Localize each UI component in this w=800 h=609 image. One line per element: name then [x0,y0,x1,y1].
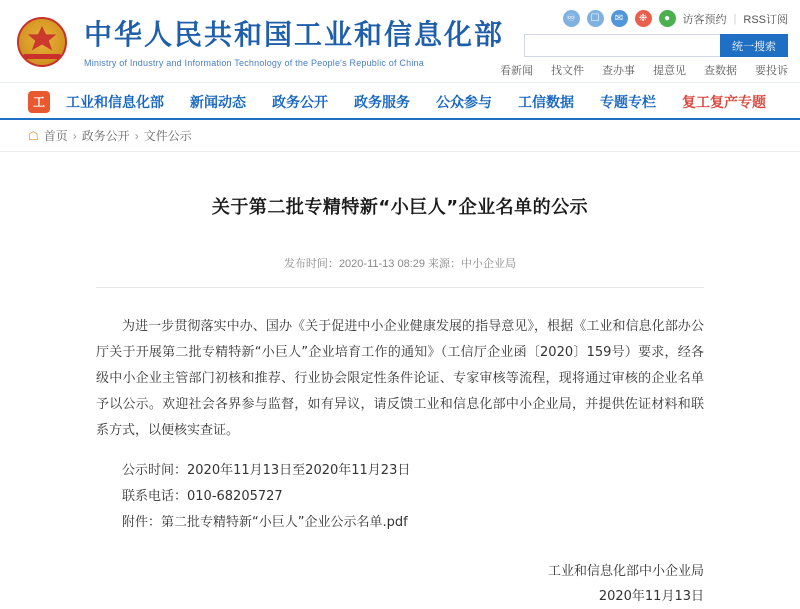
quick-links [500,62,788,78]
article-title: 关于第二批专精特新“小巨人”企业名单的公示 [211,197,589,218]
site-title-en: Ministry of Industry and Information Technology of the People's Republic of China [84,57,424,68]
nav-item-data[interactable]: 工信数据 [518,94,574,111]
search-row [524,34,788,57]
breadcrumb-separator-2: › [134,128,139,143]
utility-bar [563,10,788,27]
quick-link-feedback[interactable]: 提意见 [653,65,686,77]
source-label: 来源： [428,258,462,270]
breadcrumb-item-notices[interactable]: 文件公示 [143,129,192,143]
search-input[interactable] [525,35,720,56]
nav-item-news[interactable]: 新闻动态 [190,94,246,111]
visitor-appointment-link[interactable]: 访客预约 [682,13,727,26]
site-title-block [84,8,504,68]
article-paragraph: 为进一步贯彻落实中办、国办《关于促进中小企业健康发展的指导意见》，根据《工业和信息化部办公厅关于开展第二批专精特新“小巨人”企业培育工作的通知》（工信厅企业函〔2020〕159号）要求，经各级中小企业主管部门初核和推荐、行业协会限定性条件论证、专家审核等流程，现将通过审核的企业名单予以公示。欢迎社会各界参与监督，如有异议，请反馈工业和信息化部中小企业局，并提供佐证材料和联系方式，以便核实查证。 [96,319,704,438]
publish-label: 发布时间： [283,258,339,270]
national-emblem-icon [14,14,70,70]
quick-link-files[interactable]: 找文件 [551,65,584,77]
quick-link-data[interactable]: 查数据 [704,65,737,77]
utility-separator: | [733,12,737,25]
signature-date: 2020年11月13日 [598,588,704,604]
article-signature [96,560,704,609]
publish-time: 2020-11-13 08:29 [338,258,425,270]
search-input-wrap[interactable] [524,34,720,57]
article-notes [96,458,704,536]
weibo-icon[interactable]: ❉ [635,10,652,27]
mail-icon[interactable]: ✉ [611,10,628,27]
nav-item-government-affairs[interactable]: 政务公开 [272,94,328,111]
breadcrumb-item-home[interactable]: 首页 [43,129,68,143]
search-button[interactable]: 统一搜索 [720,34,788,57]
breadcrumb-separator-1: › [72,128,77,143]
article [0,152,800,609]
home-icon[interactable]: ☖ [28,128,39,143]
breadcrumb [0,120,800,152]
nav-item-ministry[interactable]: 工业和信息化部 [66,94,164,111]
rss-link[interactable]: RSS订阅 [743,13,788,26]
quick-link-complaint[interactable]: 要投诉 [755,65,788,77]
nav-item-public-participation[interactable]: 公众参与 [436,94,492,111]
source-value: 中小企业局 [461,258,517,270]
nav-item-resumption[interactable]: 复工复产专题 [682,94,766,111]
signature-org: 工业和信息化部中小企业局 [547,564,704,579]
mobile-icon[interactable]: ☐ [587,10,604,27]
wechat-icon[interactable]: ● [659,10,676,27]
note-publicity-period: 公示时间：2020年11月13日至2020年11月23日 [122,463,411,478]
main-nav [0,82,800,120]
accessibility-icon[interactable]: ♾ [563,10,580,27]
note-contact-phone: 联系电话：010-68205727 [122,489,283,504]
breadcrumb-item-government-affairs[interactable]: 政务公开 [81,129,130,143]
article-meta [96,255,704,271]
meta-divider [96,287,704,288]
nav-logo-icon: 工 [28,91,50,113]
quick-link-services[interactable]: 查办事 [602,65,635,77]
note-attachment[interactable]: 附件：第二批专精特新“小巨人”企业公示名单.pdf [122,515,408,530]
article-body [96,314,704,536]
nav-item-government-services[interactable]: 政务服务 [354,94,410,111]
site-header [0,0,800,82]
nav-item-topics[interactable]: 专题专栏 [600,94,656,111]
quick-link-news[interactable]: 看新闻 [500,65,533,77]
site-title-cn: 中华人民共和国工业和信息化部 [84,18,505,51]
